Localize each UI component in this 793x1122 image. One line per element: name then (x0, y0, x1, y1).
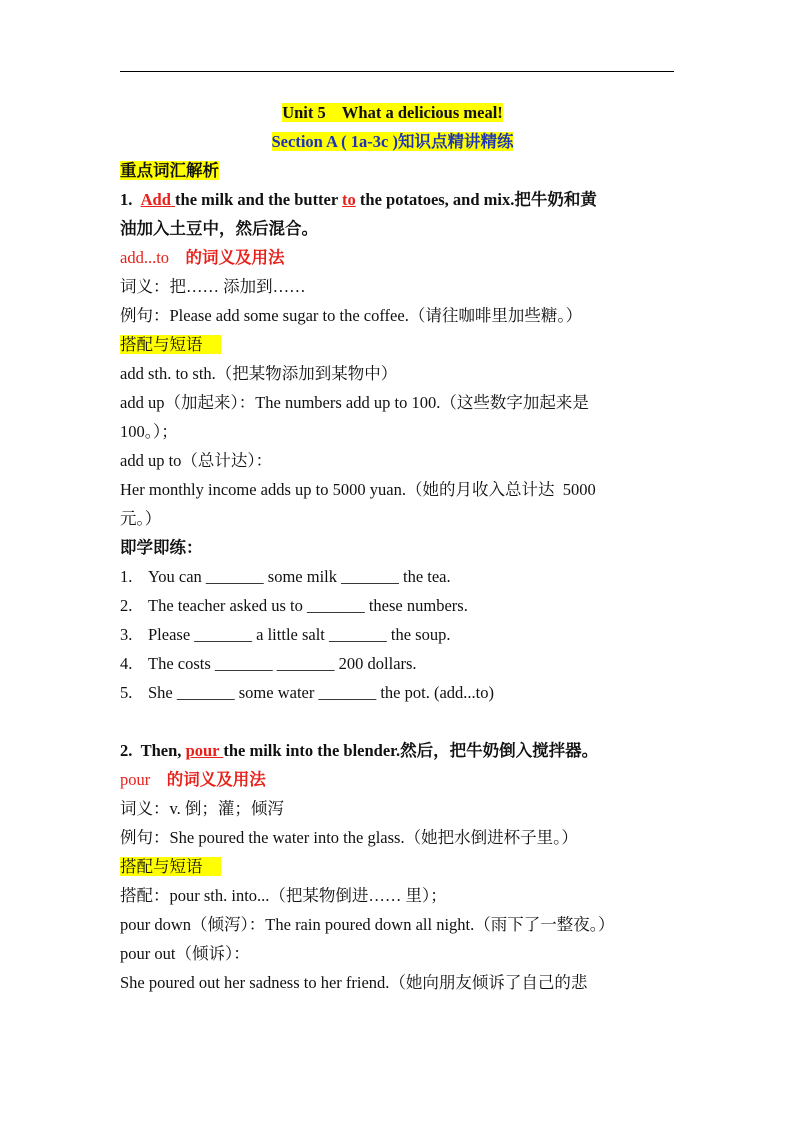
exercise-text: The teacher asked us to _______ these numbers. (148, 596, 468, 615)
item1-usage-keyword: add...to (120, 248, 170, 267)
item2-keyword-pour: pour (185, 741, 224, 760)
item1-number: 1. (120, 190, 133, 209)
page-title: Unit 5 What a delicious meal! (282, 103, 503, 122)
item2-usage-keyword: pour (120, 770, 151, 789)
item1-example: 例句：Please add some sugar to the coffee.（请往咖啡里加些糖。） (120, 306, 583, 325)
item1-usage-heading (120, 243, 665, 272)
item1-chinese-part1: 把牛奶和黄 (514, 190, 597, 209)
header-rule (120, 71, 674, 72)
item1-collocation-heading: 搭配与短语 (120, 335, 221, 354)
exercise-number: 1. (120, 567, 133, 586)
exercise-text: Please _______ a little salt _______ the soup. (148, 625, 451, 644)
item2-usage-heading (120, 765, 665, 794)
exercise-item (120, 678, 665, 707)
item2-chinese: 然后，把牛奶倒入搅拌器。 (400, 741, 599, 760)
item1-phrase3-example: Her monthly income adds up to 5000 yuan.（她的月收入总计达 5000 (120, 480, 596, 499)
item2-phrase3-example: She poured out her sadness to her friend.（她向朋友倾诉了自己的悲 (120, 973, 588, 992)
exercise-text: The costs _______ _______ 200 dollars. (148, 654, 417, 673)
item1-collocation-heading-line (120, 330, 665, 359)
item1-sentence (120, 185, 665, 214)
item2-example: 例句：She poured the water into the glass.（她把水倒进杯子里。） (120, 828, 578, 847)
item1-keyword-to: to (342, 190, 356, 209)
exercise-number: 2. (120, 596, 133, 615)
exercise-number: 5. (120, 683, 133, 702)
exercise-item (120, 649, 665, 678)
exercise-item (120, 591, 665, 620)
item1-text-part2: the potatoes, and mix. (355, 190, 515, 209)
item2-text-part2: the milk into the blender. (223, 741, 401, 760)
item2-sentence (120, 736, 665, 765)
title-line (120, 98, 665, 127)
item1-chinese-part2: 油加入土豆中，然后混合。 (120, 219, 318, 238)
item1-meaning: 词义：把…… 添加到…… (120, 277, 306, 296)
spacer (120, 707, 665, 736)
exercise-item (120, 562, 665, 591)
item2-phrase2: pour down（倾泻）：The rain poured down all night.（雨下了一整夜。） (120, 915, 615, 934)
exercise-text: You can _______ some milk _______ the tea. (148, 567, 451, 586)
subtitle-line (120, 127, 665, 156)
section-heading-line (120, 156, 665, 185)
item2-collocation-heading: 搭配与短语 (120, 857, 221, 876)
exercise-item (120, 620, 665, 649)
item1-phrase3-example-cont: 元。） (120, 509, 162, 528)
section-heading: 重点词汇解析 (120, 161, 219, 180)
item1-phrase2-cont: 100。）； (120, 422, 178, 441)
item1-sentence-cont (120, 214, 665, 243)
item1-phrase2: add up（加起来）：The numbers add up to 100.（这些数字加起来是 (120, 393, 589, 412)
item2-phrase1: 搭配：pour sth. into...（把某物倒进…… 里）； (120, 886, 447, 905)
item1-text-part1: the milk and the butter (175, 190, 343, 209)
page-subtitle: Section A ( 1a-3c )知识点精讲精练 (271, 132, 514, 151)
item1-phrase3: add up to（总计达）： (120, 451, 273, 470)
item1-phrase1: add sth. to sth.（把某物添加到某物中） (120, 364, 398, 383)
exercise-number: 3. (120, 625, 133, 644)
item2-collocation-heading-line (120, 852, 665, 881)
item2-usage-title: 的词义及用法 (166, 770, 266, 789)
exercise-text: She _______ some water _______ the pot. (add...to) (148, 683, 494, 702)
exercise-number: 4. (120, 654, 133, 673)
item1-keyword-add: Add (140, 190, 176, 209)
document-body (120, 98, 665, 997)
item2-text-part1: Then, (140, 741, 186, 760)
practice-heading: 即学即练： (120, 538, 203, 557)
item2-meaning: 词义：v. 倒；灌；倾泻 (120, 799, 284, 818)
item2-number: 2. (120, 741, 133, 760)
item2-phrase3: pour out（倾诉）： (120, 944, 250, 963)
item1-usage-title: 的词义及用法 (185, 248, 285, 267)
